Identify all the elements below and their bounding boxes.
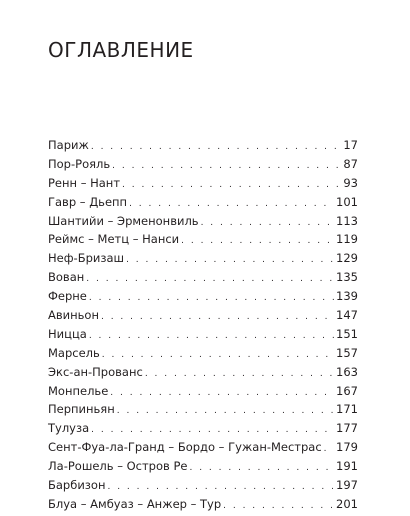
toc-entry-title: Реймс – Метц – Нанси <box>48 232 180 247</box>
toc-entry-title: Неф-Бризаш <box>48 251 125 266</box>
toc-list <box>48 136 358 514</box>
toc-entry <box>48 193 358 212</box>
dot-leader <box>91 138 338 157</box>
toc-entry <box>48 306 358 325</box>
toc-entry-title: Барбизон <box>48 478 106 493</box>
dot-leader <box>117 402 334 421</box>
toc-entry <box>48 495 358 514</box>
page-title: ОГЛАВЛЕНИЕ <box>48 38 194 62</box>
dot-leader <box>201 214 334 233</box>
dot-leader <box>126 251 334 270</box>
toc-entry-title: Сент-Фуа-ла-Гранд – Бордо – Гужан-Местрас <box>48 440 322 455</box>
toc-entry-page: 93 <box>343 175 358 190</box>
toc-entry-page: 147 <box>336 308 358 323</box>
toc-entry <box>48 325 358 344</box>
dot-leader <box>145 365 334 384</box>
toc-entry <box>48 268 358 287</box>
toc-entry-title: Ницца <box>48 326 87 341</box>
toc-entry-title: Ла-Рошель – Остров Ре <box>48 459 188 474</box>
toc-entry-title: Шантийи – Эрменонвиль <box>48 213 199 228</box>
toc-entry-page: 129 <box>336 251 358 266</box>
toc-entry-page: 191 <box>336 459 358 474</box>
toc-entry-page: 113 <box>336 213 358 228</box>
toc-entry <box>48 155 358 174</box>
toc-entry-page: 17 <box>343 138 358 152</box>
toc-entry <box>48 419 358 438</box>
toc-entry-title: Гавр – Дьепп <box>48 194 128 209</box>
toc-entry <box>48 136 358 155</box>
dot-leader <box>89 289 334 308</box>
toc-entry-page: 151 <box>336 326 358 341</box>
toc-entry <box>48 457 358 476</box>
toc-entry <box>48 212 358 231</box>
toc-entry-page: 163 <box>336 364 358 379</box>
toc-entry-page: 87 <box>343 156 358 171</box>
toc-entry-page: 177 <box>336 421 358 436</box>
toc-entry <box>48 382 358 401</box>
toc-entry-title: Париж <box>48 138 89 152</box>
toc-entry-page: 201 <box>336 496 358 511</box>
toc-entry <box>48 363 358 382</box>
toc-entry-page: 119 <box>336 232 358 247</box>
toc-entry-title: Марсель <box>48 345 100 360</box>
dot-leader <box>324 440 334 459</box>
toc-entry-title: Вован <box>48 270 85 285</box>
toc-entry-title: Монпелье <box>48 383 109 398</box>
toc-entry <box>48 174 358 193</box>
toc-entry-title: Тулуза <box>48 421 90 436</box>
toc-entry-page: 171 <box>336 402 358 417</box>
toc-entry-page: 197 <box>336 478 358 493</box>
toc-entry-title: Пор-Рояль <box>48 156 111 171</box>
dot-leader <box>110 384 334 403</box>
toc-entry-title: Ферне <box>48 289 87 304</box>
toc-entry-page: 139 <box>336 289 358 304</box>
toc-entry <box>48 287 358 306</box>
dot-leader <box>86 270 334 289</box>
dot-leader <box>101 308 334 327</box>
toc-entry-page: 179 <box>336 440 358 455</box>
dot-leader <box>89 327 334 346</box>
toc-entry-page: 167 <box>336 383 358 398</box>
toc-entry-title: Перпиньян <box>48 402 115 417</box>
toc-entry <box>48 400 358 419</box>
toc-entry-page: 157 <box>336 345 358 360</box>
dot-leader <box>122 176 338 195</box>
toc-entry-page: 101 <box>336 194 358 209</box>
toc-entry-title: Блуа – Амбуаз – Анжер – Тур <box>48 496 222 511</box>
toc-entry <box>48 249 358 268</box>
toc-entry-title: Авиньон <box>48 308 99 323</box>
dot-leader <box>189 459 334 478</box>
toc-entry-page: 135 <box>336 270 358 285</box>
dot-leader <box>181 232 334 251</box>
toc-entry <box>48 344 358 363</box>
toc-entry <box>48 438 358 457</box>
toc-entry <box>48 476 358 495</box>
toc-entry <box>48 230 358 249</box>
toc-entry-title: Экс-ан-Прованс <box>48 364 143 379</box>
dot-leader <box>223 497 334 516</box>
toc-entry-title: Ренн – Нант <box>48 175 121 190</box>
dot-leader <box>112 157 338 176</box>
